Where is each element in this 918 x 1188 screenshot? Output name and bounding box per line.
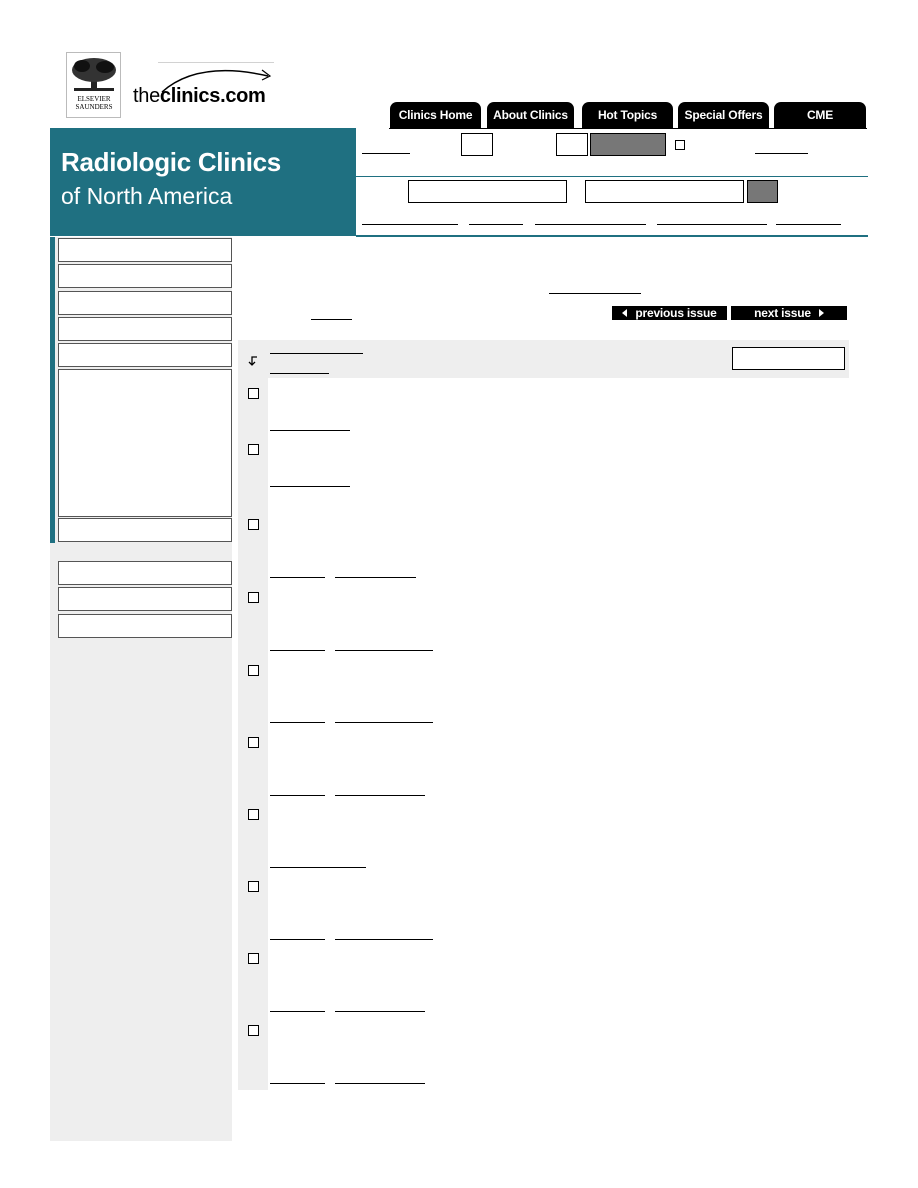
header-divider [356,176,868,177]
sidebar-item[interactable] [58,343,232,367]
issue-link[interactable] [549,293,641,294]
login-button[interactable] [590,133,666,156]
tab-divider [389,128,867,129]
tab-hot-topics[interactable]: Hot Topics [582,102,673,129]
toc-gutter [238,378,268,1090]
toc-select[interactable] [732,347,845,370]
chevron-left-icon [622,309,627,317]
remember-me-checkbox[interactable] [675,140,685,150]
sidebar-item[interactable] [58,264,232,288]
sidebar-item[interactable] [58,291,232,315]
toc-list [238,378,849,1090]
sidebar-item[interactable] [58,317,232,341]
search-button[interactable] [747,180,778,203]
header-link[interactable] [362,224,458,225]
password-field[interactable] [556,133,588,156]
article-checkbox[interactable] [248,444,259,455]
header-link[interactable] [535,224,646,225]
header-bottom-rule [356,235,868,237]
article-link[interactable] [270,795,325,796]
search-input[interactable] [408,180,567,203]
register-link[interactable] [755,153,808,154]
article-checkbox[interactable] [248,809,259,820]
tab-clinics-home[interactable]: Clinics Home [390,102,481,129]
article-link[interactable] [270,577,325,578]
journal-subtitle: of North America [61,183,233,209]
sidebar-panel [58,369,232,517]
article-checkbox[interactable] [248,388,259,399]
article-checkbox[interactable] [248,737,259,748]
article-link[interactable] [270,867,366,868]
article-link[interactable] [335,1011,425,1012]
article-link[interactable] [270,722,325,723]
article-link[interactable] [270,1083,325,1084]
sidebar-item[interactable] [58,238,232,262]
article-link[interactable] [270,1011,325,1012]
sidebar-item[interactable] [58,587,232,611]
article-checkbox[interactable] [248,1025,259,1036]
search-scope-select[interactable] [585,180,744,203]
article-link[interactable] [270,939,325,940]
previous-issue-button[interactable]: previous issue [612,306,727,320]
sidebar-item[interactable] [58,561,232,585]
journal-title: Radiologic Clinics [61,147,281,177]
next-issue-button[interactable]: next issue [731,306,847,320]
publisher-name: ELSEVIER SAUNDERS [75,95,113,111]
article-link[interactable] [335,577,416,578]
toc-link[interactable] [270,353,363,354]
article-checkbox[interactable] [248,665,259,676]
tab-cme[interactable]: CME [774,102,866,129]
tab-about-clinics[interactable]: About Clinics [487,102,574,129]
header-link[interactable] [362,153,410,154]
article-link[interactable] [335,795,425,796]
tree-icon [70,56,118,92]
article-link[interactable] [270,486,350,487]
header-link[interactable] [776,224,841,225]
article-link[interactable] [335,1083,425,1084]
site-name[interactable]: theclinics.com [133,85,266,107]
sidebar-accent [50,237,55,543]
article-checkbox[interactable] [248,519,259,530]
journal-banner [50,128,356,236]
article-link[interactable] [270,650,325,651]
article-link[interactable] [270,430,350,431]
sidebar-item[interactable] [58,518,232,542]
toc-link[interactable] [270,373,329,374]
article-checkbox[interactable] [248,592,259,603]
tab-special-offers[interactable]: Special Offers [678,102,769,129]
return-arrow-icon [248,355,260,367]
article-link[interactable] [335,722,433,723]
header-link[interactable] [657,224,767,225]
article-link[interactable] [335,939,433,940]
article-checkbox[interactable] [248,881,259,892]
chevron-right-icon [819,309,824,317]
article-link[interactable] [335,650,433,651]
article-checkbox[interactable] [248,953,259,964]
sidebar-item[interactable] [58,614,232,638]
header-link[interactable] [469,224,523,225]
issue-link[interactable] [311,319,352,320]
username-field[interactable] [461,133,493,156]
